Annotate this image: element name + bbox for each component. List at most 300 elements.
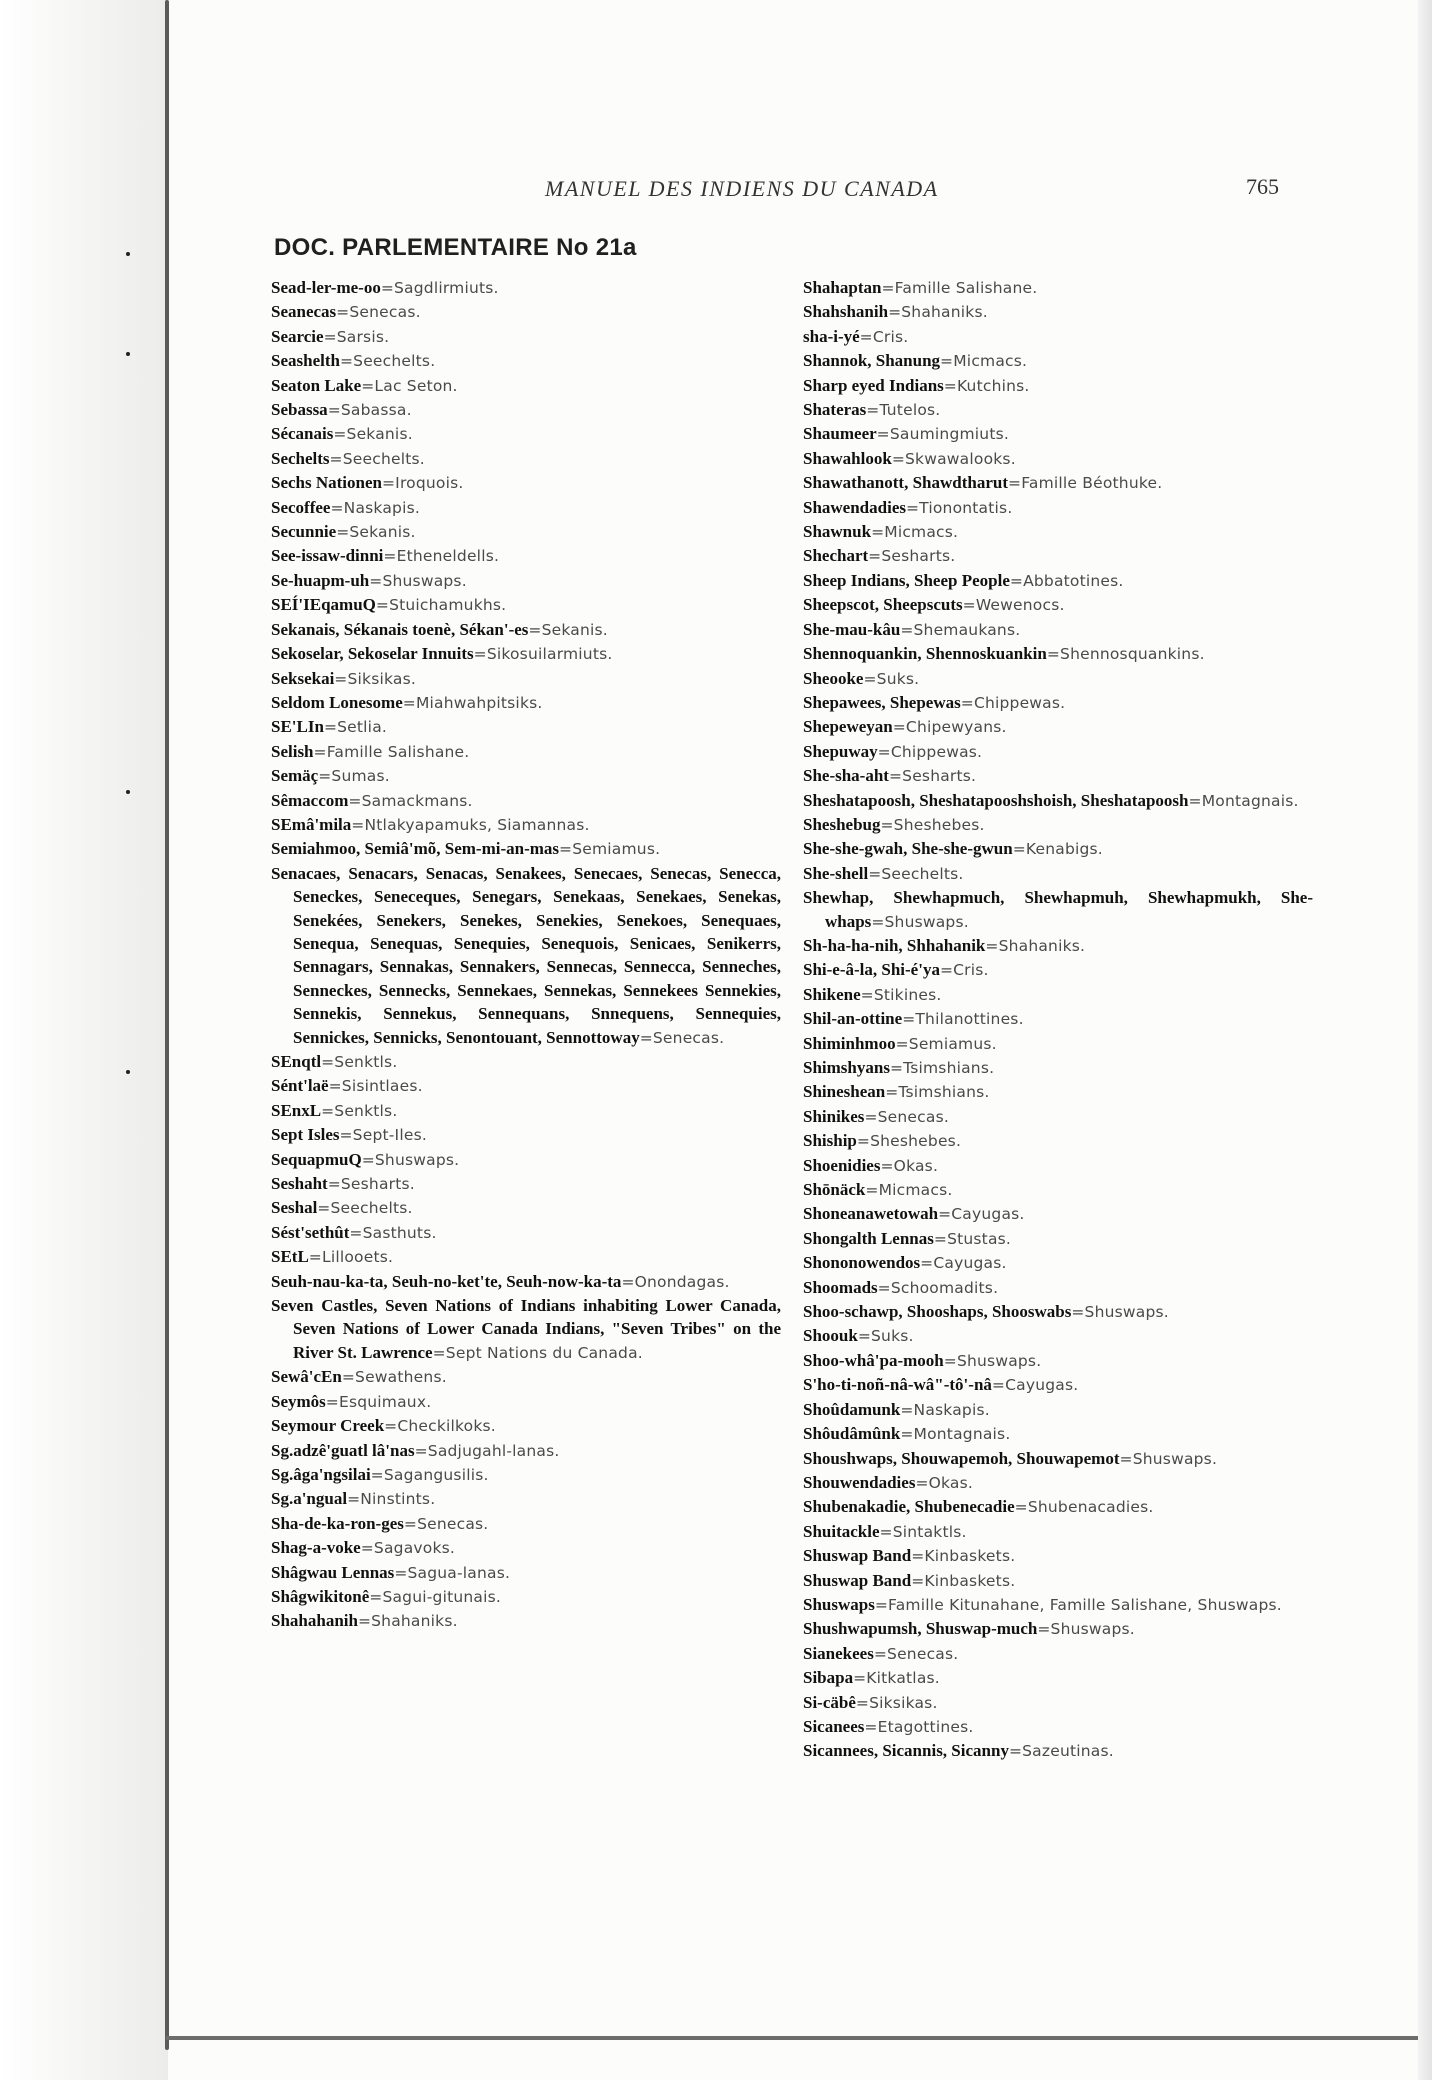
entry-term: Sianekees (803, 1643, 874, 1663)
entry-definition: Sarsis. (336, 327, 390, 346)
dictionary-entry (271, 1148, 781, 1172)
equals-sign: = (341, 1368, 356, 1387)
entry-definition: Senecas. (652, 1028, 725, 1047)
dictionary-entry (803, 1373, 1313, 1397)
equals-sign: = (879, 1522, 893, 1541)
equals-sign: = (871, 523, 885, 542)
entry-definition: Senktls. (334, 1101, 398, 1120)
entry-term: Shoushwaps, Shouwapemoh, Shouwapemot (803, 1448, 1120, 1468)
dictionary-entry (803, 1544, 1313, 1568)
equals-sign: = (349, 1223, 363, 1242)
entry-definition: Ninstints. (360, 1490, 436, 1509)
equals-sign: = (351, 815, 365, 834)
entry-definition: Stikines. (873, 985, 942, 1004)
dictionary-entry (271, 349, 781, 373)
entry-term: Shinikes (803, 1106, 865, 1126)
entry-term: She-mau-kâu (803, 619, 901, 639)
equals-sign: = (881, 279, 895, 297)
dictionary-entry (803, 1178, 1313, 1202)
equals-sign: = (621, 1272, 635, 1291)
entry-definition: Chipewyans. (905, 718, 1007, 737)
equals-sign: = (920, 1254, 934, 1273)
dictionary-entry (271, 1439, 781, 1463)
equals-sign: = (394, 1563, 408, 1582)
entry-definition: Sept-Iles. (352, 1126, 427, 1145)
dictionary-entry (271, 715, 781, 739)
equals-sign: = (327, 401, 341, 420)
dictionary-entry (803, 1617, 1313, 1641)
dictionary-entry (803, 1569, 1313, 1593)
entry-term: S'ho-ti-noñ-nâ-wâ"-tô'-nâ (803, 1375, 992, 1395)
entry-term: Sg.adzê'guatl lâ'nas (271, 1440, 415, 1460)
equals-sign: = (361, 376, 375, 395)
entry-definition: Sagavoks. (373, 1539, 456, 1558)
dictionary-entry (803, 813, 1313, 837)
entry-definition: Sewathens. (355, 1368, 447, 1387)
equals-sign: = (900, 1425, 914, 1444)
entry-term: Shuswap Band (803, 1546, 912, 1566)
entry-term: She-shell (803, 863, 869, 883)
page-bottom-edge (166, 2036, 1432, 2040)
equals-sign: = (375, 596, 390, 615)
dictionary-entry (271, 1221, 781, 1245)
entry-term: Shawahlook (803, 448, 892, 468)
equals-sign: = (328, 1077, 342, 1096)
entry-definition: Tionontatis. (919, 498, 1013, 517)
dictionary-entry (803, 789, 1313, 813)
dictionary-entry (271, 471, 781, 495)
dictionary-entry (271, 1123, 781, 1147)
entry-term: Seaton Lake (271, 375, 362, 395)
dictionary-entry (271, 1270, 781, 1294)
equals-sign: = (876, 425, 890, 444)
equals-sign: = (1012, 840, 1026, 859)
entry-definition: Cayugas. (951, 1205, 1025, 1224)
equals-sign: = (991, 1376, 1006, 1395)
equals-sign: = (902, 1010, 916, 1029)
equals-sign: = (369, 1587, 383, 1606)
entry-term: Shuitackle (803, 1521, 880, 1541)
dictionary-entry (803, 837, 1313, 861)
equals-sign: = (864, 1717, 878, 1736)
dictionary-entry (803, 1080, 1313, 1104)
entry-definition: Onondagas. (634, 1272, 730, 1291)
equals-sign: = (370, 1465, 384, 1484)
dictionary-entry (803, 1349, 1313, 1373)
dictionary-entry (803, 1520, 1313, 1544)
entry-term: Sêmaccom (271, 790, 349, 810)
entry-definition: Shuswaps. (382, 571, 467, 590)
dictionary-entry (803, 1715, 1313, 1739)
equals-sign: = (943, 376, 957, 395)
entry-term: Shouwendadies (803, 1472, 916, 1492)
equals-sign: = (856, 1132, 871, 1151)
equals-sign: = (865, 1181, 879, 1200)
entry-term: Seashelth (271, 351, 340, 371)
entry-term: Sg.a'ngual (271, 1489, 348, 1509)
dictionary-entry (803, 276, 1313, 300)
dictionary-entry (271, 1487, 781, 1511)
entry-definition: Etagottines. (877, 1717, 974, 1736)
entry-definition: Shahaniks. (998, 936, 1086, 955)
dictionary-entry (803, 1300, 1313, 1324)
equals-sign: = (853, 1669, 867, 1688)
entry-term: Shâgwikitonê (271, 1586, 370, 1606)
equals-sign: = (857, 1327, 872, 1346)
entry-term: Shikene (803, 984, 861, 1004)
dictionary-entry (271, 422, 781, 446)
entry-term: Se-huapm-uh (271, 570, 370, 590)
entry-definition: Sagua-lanas. (407, 1563, 511, 1582)
equals-sign: = (1008, 474, 1022, 493)
entry-term: Shâgwau Lennas (271, 1562, 395, 1582)
entry-term: Shepeweyan (803, 717, 893, 737)
dictionary-entry (271, 1585, 781, 1609)
entry-definition: Famille Kitunahane, Famille Salishane, Shuswaps. (888, 1595, 1282, 1614)
entry-definition: Kitkatlas. (866, 1669, 940, 1688)
entry-definition: Famille Béothuke. (1021, 474, 1163, 493)
binding-mark (126, 252, 130, 256)
dictionary-entry (803, 422, 1313, 446)
entry-term: SEmâ'mila (271, 814, 352, 834)
entry-definition: Sintaktls. (892, 1522, 967, 1541)
dictionary-entry (803, 471, 1313, 495)
entry-term: Sheshatapoosh, Sheshatapooshshoish, Sheshatapoosh (803, 790, 1189, 810)
entry-term: Shuswap Band (803, 1570, 912, 1590)
entry-term: Shineshean (803, 1082, 886, 1102)
dictionary-entry (271, 1196, 781, 1220)
entry-term: SEÍ'IEqamuQ (271, 595, 376, 615)
entry-definition: Setlia. (337, 718, 388, 737)
equals-sign: = (889, 1059, 904, 1077)
equals-sign: = (911, 1571, 925, 1590)
dictionary-entry (271, 300, 781, 324)
dictionary-entry (803, 569, 1313, 593)
entry-term: Sechs Nationen (271, 473, 382, 493)
entry-term: She-sha-aht (803, 766, 889, 786)
equals-sign: = (432, 1343, 446, 1362)
entry-term: Sibapa (803, 1668, 854, 1688)
entry-term: Selish (271, 741, 314, 761)
dictionary-entry (271, 837, 781, 861)
equals-sign: = (868, 864, 882, 883)
dictionary-entry (271, 1609, 781, 1633)
dictionary-entry (803, 1739, 1313, 1763)
entry-definition: Suks. (876, 669, 920, 688)
entry-definition: Senecas. (349, 303, 421, 322)
equals-sign: = (357, 1612, 372, 1631)
equals-sign: = (339, 352, 354, 371)
dictionary-entry (271, 1074, 781, 1098)
entry-term: Shuswaps (803, 1594, 875, 1614)
dictionary-entry (271, 1172, 781, 1196)
dictionary-entry (803, 862, 1313, 886)
entry-term: Sheep Indians, Sheep People (803, 570, 1010, 590)
dictionary-entry (271, 740, 781, 764)
dictionary-entry (803, 1202, 1313, 1226)
dictionary-entry (803, 715, 1313, 739)
equals-sign: = (414, 1441, 428, 1460)
equals-sign: = (336, 523, 350, 542)
entry-term: Seuh-nau-ka-ta, Seuh-no-ket'te, Seuh-now-ka-ta (271, 1271, 622, 1291)
dictionary-entry (271, 447, 781, 471)
entry-definition: Sesharts. (902, 767, 977, 786)
entry-definition: Cayugas. (933, 1254, 1007, 1273)
entry-term: Seksekai (271, 668, 335, 688)
entry-definition: Shuswaps. (1132, 1449, 1218, 1468)
entry-term: Sicannees, Sicannis, Sicanny (803, 1741, 1009, 1761)
entry-definition: Famille Salishane. (894, 279, 1038, 297)
entry-definition: Schoomadits. (890, 1278, 999, 1297)
dictionary-entry (271, 789, 781, 813)
dictionary-entry (803, 300, 1313, 324)
dictionary-entry (803, 1691, 1313, 1715)
binding-mark (126, 352, 130, 356)
dictionary-entry (803, 544, 1313, 568)
equals-sign: = (960, 693, 974, 712)
entry-term: SE'LIn (271, 717, 324, 737)
entry-term: Shechart (803, 546, 869, 566)
entry-term: Sg.âga'ngsilai (271, 1464, 371, 1484)
equals-sign: = (383, 547, 397, 566)
entry-definition: Shahaniks. (901, 303, 988, 322)
entry-term: Shoouk (803, 1326, 858, 1346)
entry-term: Sharp eyed Indians (803, 375, 944, 395)
dictionary-entry (271, 1561, 781, 1585)
entry-definition: Sazeutinas. (1022, 1742, 1114, 1761)
dictionary-entry (803, 886, 1313, 934)
dictionary-entry (803, 1422, 1313, 1446)
dictionary-entry (271, 593, 781, 617)
entry-term: Sechelts (271, 448, 330, 468)
entry-definition: Cris. (953, 961, 989, 980)
dictionary-entry (271, 398, 781, 422)
dictionary-entry (803, 618, 1313, 642)
entry-definition: Chippewas. (890, 742, 983, 761)
entry-term: Shag-a-voke (271, 1538, 361, 1558)
entry-term: Shawnuk (803, 522, 872, 542)
entry-term: Sicanees (803, 1716, 865, 1736)
equals-sign: = (933, 1229, 948, 1248)
entry-definition: Sekanis. (349, 523, 416, 542)
entry-definition: Tsimshians. (903, 1059, 995, 1077)
equals-sign: = (938, 1205, 952, 1224)
entry-definition: Sagdlirmiuts. (394, 279, 499, 297)
entry-definition: Siksikas. (347, 669, 416, 688)
dictionary-entry (803, 1642, 1313, 1666)
entry-definition: Sagangusilis. (383, 1465, 489, 1484)
entry-definition: Sadjugahl-lanas. (427, 1441, 560, 1460)
equals-sign: = (1119, 1449, 1133, 1468)
dictionary-entry (271, 374, 781, 398)
entry-definition: Sheshebes. (870, 1132, 962, 1151)
entry-term: Shawathanott, Shawdtharut (803, 473, 1008, 493)
entry-definition: Esquimaux. (338, 1392, 432, 1411)
dictionary-entry (271, 544, 781, 568)
entry-term: Sha-de-ka-ron-ges (271, 1513, 404, 1533)
entry-term: Sécanais (271, 424, 334, 444)
entry-term: SEnxL (271, 1100, 322, 1120)
equals-sign: = (334, 669, 348, 688)
dictionary-entry (271, 1463, 781, 1487)
dictionary-entry (271, 1099, 781, 1123)
entry-definition: Naskapis. (913, 1400, 990, 1419)
entry-definition: Senktls. (334, 1053, 398, 1071)
entry-term: Shepuway (803, 741, 878, 761)
entry-term: Semiahmoo, Semiâ'mõ, Sem-mi-an-mas (271, 839, 560, 859)
entry-term: Sebassa (271, 400, 328, 420)
entry-definition: Tsimshians. (898, 1083, 990, 1102)
dictionary-entry (271, 325, 781, 349)
entry-term: Shepawees, Shepewas (803, 692, 961, 712)
entry-term: Shushwapumsh, Shuswap-much (803, 1619, 1038, 1639)
entry-term: Sekoselar, Sekoselar Innuits (271, 644, 474, 664)
entry-definition: Sesharts. (881, 547, 956, 566)
equals-sign: = (864, 1107, 878, 1126)
dictionary-entry (271, 813, 781, 837)
equals-sign: = (323, 327, 337, 346)
dictionary-entry (803, 740, 1313, 764)
dictionary-entry (803, 398, 1313, 422)
equals-sign: = (888, 303, 902, 322)
entry-definition: Ntlakyapamuks, Siamannas. (364, 815, 590, 834)
entry-term: Sewâ'cEn (271, 1367, 342, 1387)
equals-sign: = (1188, 791, 1202, 810)
dictionary-entry (271, 764, 781, 788)
entry-definition: Lac Seton. (374, 376, 458, 395)
entry-definition: Kutchins. (956, 376, 1030, 395)
dictionary-entry (803, 1666, 1313, 1690)
dictionary-entry (803, 1495, 1313, 1519)
equals-sign: = (384, 1417, 398, 1436)
entry-definition: Wewenocs. (975, 596, 1065, 615)
entry-definition: Cris. (872, 327, 909, 346)
equals-sign: = (895, 1034, 909, 1053)
equals-sign: = (402, 693, 416, 712)
equals-sign: = (939, 961, 954, 980)
dictionary-entry (803, 349, 1313, 373)
equals-sign: = (985, 936, 999, 955)
dictionary-entry (803, 1154, 1313, 1178)
dictionary-entry (803, 1447, 1313, 1471)
entry-definition: Sept Nations du Canada. (445, 1343, 643, 1362)
dictionary-entry (271, 520, 781, 544)
equals-sign: = (333, 425, 347, 444)
left-column (271, 276, 781, 1634)
equals-sign: = (962, 596, 976, 615)
dictionary-entry (803, 642, 1313, 666)
entry-definition: Famille Salishane. (326, 742, 470, 761)
entry-term: SEnqtl (271, 1052, 322, 1071)
entry-term: sha-i-yé (803, 326, 860, 346)
dictionary-entry (803, 1105, 1313, 1129)
equals-sign: = (1037, 1620, 1051, 1639)
entry-definition: Senecas. (877, 1107, 949, 1126)
equals-sign: = (313, 742, 327, 761)
entry-definition: Abbatotines. (1023, 571, 1124, 590)
entry-definition: Montagnais. (913, 1425, 1011, 1444)
entry-definition: Micmacs. (878, 1181, 953, 1200)
equals-sign: = (528, 620, 542, 639)
entry-definition: Sagui-gitunais. (382, 1587, 502, 1606)
entry-term: Shongalth Lennas (803, 1228, 934, 1248)
equals-sign: = (1046, 645, 1061, 664)
entry-term: Senacaes, Senacars, Senacas, Senakees, Senecaes, Senecas, Senecca, Seneckes, Seneceques, Senegars, Senekaas, Senekaes, Senekas, Senekées, Senekers, Senekes, Senekies, Senekoes, Senequaes, Senequa, Senequas, Senequies, Senequois, Senicaes, Senikerrs, Sennagars, Sennakas, Sennakers, Sennecas, Sennecca, Senneches, Senneckes, Sennecks, Sennekaes, Sennekas, Sennekees Sennekies, Sennekis, Sennekus, Sennequans, Snnequens, Sennequies, Sennickes, Sennicks, Senontouant, Sennottoway (271, 863, 781, 1047)
entry-definition: Chippewas. (973, 693, 1066, 712)
dictionary-entry (803, 1276, 1313, 1300)
entry-term: Shahahanih (271, 1611, 358, 1631)
dictionary-entry (271, 569, 781, 593)
equals-sign: = (339, 1126, 353, 1145)
equals-sign: = (900, 1400, 914, 1419)
dictionary-entry (271, 667, 781, 691)
equals-sign: = (1009, 571, 1024, 590)
entry-definition: Okas. (928, 1473, 974, 1492)
equals-sign: = (559, 840, 573, 859)
entry-term: SEtL (271, 1247, 309, 1267)
equals-sign: = (1008, 1742, 1023, 1761)
entry-definition: Iroquois. (395, 474, 464, 493)
entry-definition: Shuswaps. (956, 1351, 1042, 1370)
entry-term: Shoenidies (803, 1155, 881, 1175)
entry-term: Sheshebug (803, 814, 881, 834)
equals-sign: = (1014, 1498, 1028, 1517)
entry-definition: Shuswaps. (884, 912, 969, 931)
entry-definition: Shahaniks. (371, 1612, 458, 1631)
entry-definition: Naskapis. (343, 498, 420, 517)
entry-definition: Shennosquankins. (1060, 645, 1205, 664)
entry-term: Seven Castles, Seven Nations of Indians inhabiting Lower Canada, Seven Nations of Lower Canada Indians, "Seven Tribes" on the River St. Lawrence (271, 1296, 781, 1362)
equals-sign: = (891, 449, 906, 468)
page-right-edge (1418, 0, 1432, 2080)
entry-term: Sheooke (803, 668, 864, 688)
page-number: 765 (1246, 174, 1279, 199)
equals-sign: = (877, 742, 891, 761)
entry-definition: Shuswaps. (1050, 1620, 1135, 1639)
entry-definition: Okas. (893, 1156, 939, 1175)
equals-sign: = (360, 1539, 374, 1558)
entry-term: Sekanais, Sékanais toenè, Sékan'-es (271, 619, 529, 639)
right-column (803, 276, 1313, 1764)
equals-sign: = (348, 791, 362, 810)
equals-sign: = (874, 1595, 889, 1614)
entry-definition: Sesharts. (340, 1175, 415, 1194)
entry-term: Shahaptan (803, 278, 882, 297)
entry-definition: Shuswaps. (1084, 1303, 1169, 1322)
entry-term: Shoo-schawp, Shooshaps, Shooswabs (803, 1302, 1072, 1322)
entry-term: Shubenakadie, Shubenecadie (803, 1497, 1015, 1517)
dictionary-entry (271, 1245, 781, 1269)
entry-term: Shoûdamunk (803, 1399, 901, 1419)
dictionary-entry (803, 667, 1313, 691)
dictionary-entry (271, 1365, 781, 1389)
entry-term: Seymour Creek (271, 1416, 385, 1436)
dictionary-entry (271, 691, 781, 715)
equals-sign: = (915, 1473, 929, 1492)
entry-definition: Sikosuilarmiuts. (486, 645, 613, 664)
entry-term: Shoo-whâ'pa-mooh (803, 1350, 944, 1370)
dictionary-entry (271, 496, 781, 520)
entry-definition: Sisintlaes. (341, 1077, 423, 1096)
equals-sign: = (380, 279, 395, 297)
entry-term: Seanecas (271, 302, 337, 322)
entry-definition: Cayugas. (1005, 1376, 1079, 1395)
dictionary-entry (271, 642, 781, 666)
equals-sign: = (639, 1028, 653, 1047)
entry-term: Seldom Lonesome (271, 692, 403, 712)
dictionary-entry (271, 1536, 781, 1560)
entry-definition: Montagnais. (1201, 791, 1299, 810)
